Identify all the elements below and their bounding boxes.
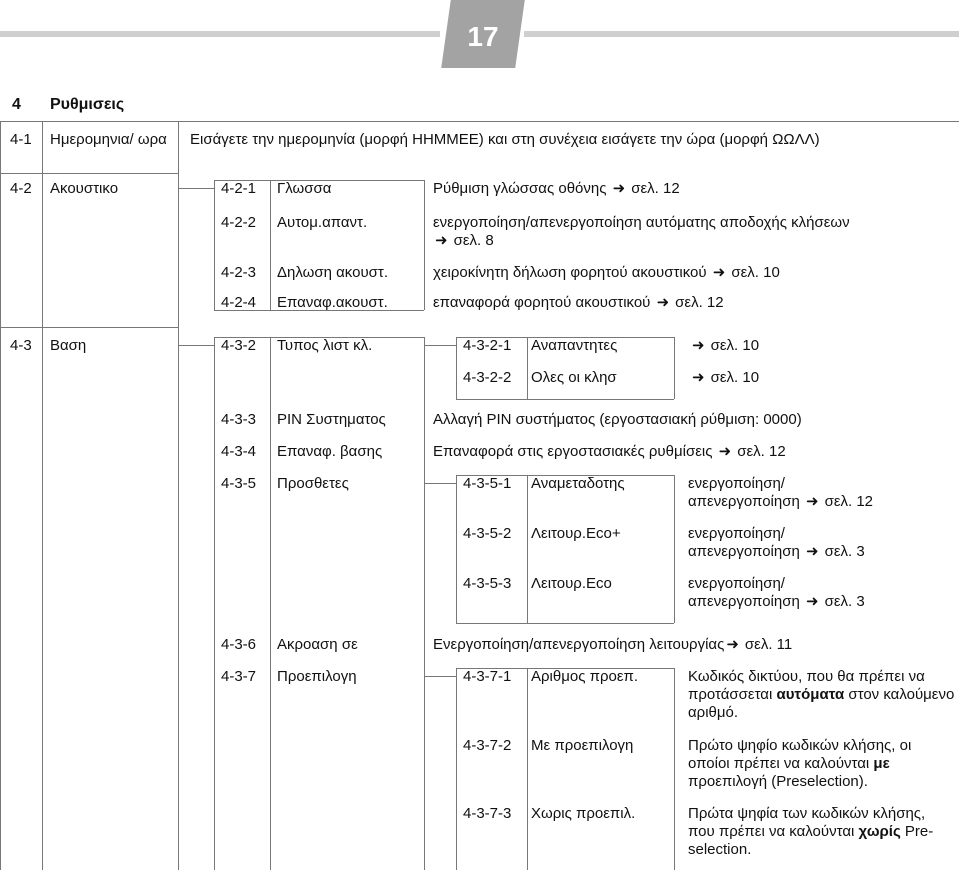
page-number: 17 [467, 21, 499, 52]
menu-code-4-3-7-2: 4-3-7-2 [463, 737, 512, 754]
menu-label-missed: Αναπαντητες [531, 337, 618, 354]
page-ref: σελ. 8 [453, 232, 494, 249]
menu-label-register-handset: Δηλωση ακουστ. [277, 264, 388, 281]
sub-col-divider [270, 337, 271, 870]
header-bar-right [524, 31, 959, 37]
page-ref: σελ. 12 [631, 180, 680, 197]
menu-code-4-2-1: 4-2-1 [221, 180, 257, 197]
table-col-divider [42, 121, 43, 870]
table-top-border [0, 121, 959, 122]
page-ref: σελ. 10 [710, 369, 760, 386]
menu-desc-eco: ενεργοποίηση/ [688, 575, 785, 592]
menu-code-4-3-3: 4-3-3 [221, 411, 257, 428]
sub-col-divider [270, 180, 271, 310]
menu-code-4-3: 4-3 [10, 337, 32, 354]
page-ref: σελ. 3 [824, 543, 865, 560]
table-col-divider-2 [178, 121, 179, 870]
menu-label-eco-plus: Λειτουρ.Eco+ [531, 525, 621, 542]
sub2-row-divider [456, 399, 674, 400]
sub2-row-divider [456, 623, 674, 624]
arrow-right-icon: ➜ [692, 369, 705, 386]
menu-ref-missed [690, 337, 759, 355]
menu-desc-eco-plus-2: απενεργοποίηση ➜ σελ. 3 [688, 543, 865, 560]
menu-label-reset-handset: Επαναφ.ακουστ. [277, 294, 388, 311]
page-ref: σελ. 11 [744, 636, 793, 653]
sub-col-divider [424, 337, 425, 870]
page-ref: σελ. 12 [675, 294, 724, 311]
arrow-right-icon: ➜ [612, 180, 626, 197]
menu-code-4-3-5: 4-3-5 [221, 475, 257, 492]
menu-code-4-2-2: 4-2-2 [221, 214, 257, 231]
sub-col-divider [424, 180, 425, 310]
sub2-col-divider [456, 668, 457, 870]
menu-label-all-calls: Ολες οι κλησ [531, 369, 617, 386]
menu-label-language: Γλωσσα [277, 180, 332, 197]
menu-label-date-time: Ημερομηνια/ ωρα [50, 131, 167, 148]
connector-line [424, 345, 456, 346]
sub2-col-divider [456, 475, 457, 623]
menu-code-4-2-4: 4-2-4 [221, 294, 257, 311]
menu-code-4-3-5-1: 4-3-5-1 [463, 475, 512, 492]
sub2-col-divider [674, 668, 675, 870]
menu-desc-reset-base: Επαναφορά στις εργοστασιακές ρυθμίσεις ➜ σελ. 12 [433, 443, 786, 460]
arrow-right-icon: ➜ [718, 443, 732, 460]
menu-label-eco: Λειτουρ.Eco [531, 575, 612, 592]
menu-ref-auto-answer [433, 232, 494, 250]
sub2-col-divider [527, 668, 528, 870]
menu-code-4-1: 4-1 [10, 131, 32, 148]
sub2-col-divider [456, 337, 457, 399]
menu-desc-date-time: Εισάγετε την ημερομηνία (μορφή ΗΗΜΜΕΕ) και στη συνέχεια εισάγετε την ώρα (μορφή ΩΩΛΛ) [190, 131, 820, 148]
sub2-col-divider [527, 337, 528, 399]
sub-col-divider [214, 180, 215, 310]
arrow-right-icon: ➜ [805, 493, 819, 510]
section-title: Ρυθμισεις [50, 96, 125, 113]
menu-label-reset-base: Επαναφ. βασης [277, 443, 383, 460]
menu-code-4-3-7-3: 4-3-7-3 [463, 805, 512, 822]
menu-desc-auto-answer: ενεργοποίηση/απενεργοποίηση αυτόματης αποδοχής κλήσεων [433, 214, 850, 231]
arrow-right-icon: ➜ [726, 636, 739, 653]
section-number: 4 [12, 96, 21, 113]
menu-code-4-3-2-2: 4-3-2-2 [463, 369, 512, 386]
sub2-col-divider [527, 475, 528, 623]
menu-label-with-preselect: Με προεπιλογη [531, 737, 634, 754]
menu-desc-repeater-2: απενεργοποίηση ➜ σελ. 12 [688, 493, 874, 510]
menu-code-4-3-7: 4-3-7 [221, 668, 257, 685]
menu-code-4-2: 4-2 [10, 180, 32, 197]
menu-code-4-3-5-2: 4-3-5-2 [463, 525, 512, 542]
page-ref: σελ. 10 [731, 264, 780, 281]
arrow-right-icon: ➜ [805, 543, 819, 560]
menu-desc-eco-plus: ενεργοποίηση/ [688, 525, 785, 542]
sub2-col-divider [674, 475, 675, 623]
connector-line [424, 483, 456, 484]
menu-desc-eco-2: απενεργοποίηση ➜ σελ. 3 [688, 593, 865, 610]
arrow-right-icon: ➜ [692, 337, 705, 354]
menu-desc-language: Ρύθμιση γλώσσας οθόνης ➜ σελ. 12 [433, 180, 680, 197]
arrow-right-icon: ➜ [712, 264, 726, 281]
menu-desc-preselect-number: Κωδικός δικτύου, που θα πρέπει να προτάσσεται αυτόματα στον καλούμενο αριθμό. [688, 668, 955, 721]
connector-line [424, 676, 456, 677]
row-divider [0, 173, 178, 174]
menu-ref-all-calls [690, 369, 759, 387]
menu-code-4-3-6: 4-3-6 [221, 636, 257, 653]
page-ref: σελ. 10 [710, 337, 760, 354]
row-divider [0, 327, 178, 328]
menu-label-handset: Ακουστικο [50, 180, 119, 197]
menu-code-4-3-2: 4-3-2 [221, 337, 257, 354]
connector-line [178, 345, 214, 346]
menu-desc-without-preselect: Πρώτα ψηφία των κωδικών κλήσης, που πρέπει να καλούνται χωρίς Pre-selection. [688, 805, 934, 858]
arrow-right-icon: ➜ [656, 294, 670, 311]
menu-desc-repeater: ενεργοποίηση/ [688, 475, 785, 492]
menu-desc-reset-handset: επαναφορά φορητού ακουστικού ➜ σελ. 12 [433, 294, 724, 311]
menu-label-repeater: Αναμεταδοτης [531, 475, 625, 492]
arrow-right-icon: ➜ [805, 593, 819, 610]
page-ref: σελ. 12 [824, 493, 874, 510]
menu-desc-register-handset: χειροκίνητη δήλωση φορητού ακουστικού ➜ σελ. 10 [433, 264, 780, 281]
menu-label-call-list-type: Τυπος λιστ κλ. [277, 337, 373, 354]
page-ref: σελ. 3 [824, 593, 865, 610]
menu-code-4-3-5-3: 4-3-5-3 [463, 575, 512, 592]
menu-desc-monitor: Ενεργοποίηση/απενεργοποίηση λειτουργίας ➜ σελ. 11 [433, 636, 793, 653]
page-ref: σελ. 12 [737, 443, 786, 460]
sub-col-divider [214, 337, 215, 870]
table-left-border [0, 121, 1, 870]
menu-label-base: Βαση [50, 337, 87, 354]
menu-code-4-3-2-1: 4-3-2-1 [463, 337, 512, 354]
menu-label-auto-answer: Αυτομ.απαντ. [277, 214, 368, 231]
menu-label-without-preselect: Χωρις προεπιλ. [531, 805, 636, 822]
menu-desc-with-preselect: Πρώτο ψηφίο κωδικών κλήσης, οι οποίοι πρέπει να καλούνται με προεπιλογή (Preselection). [688, 737, 912, 790]
menu-code-4-2-3: 4-2-3 [221, 264, 257, 281]
menu-desc-system-pin: Αλλαγή PIN συστήματος (εργοστασιακή ρύθμιση: 0000) [433, 411, 802, 428]
menu-label-preselect-number: Αριθμος προεπ. [531, 668, 639, 685]
header-bar-left [0, 31, 440, 37]
menu-label-preselection: Προεπιλογη [277, 668, 357, 685]
menu-code-4-3-4: 4-3-4 [221, 443, 257, 460]
menu-label-system-pin: PIN Συστηματος [277, 411, 386, 428]
arrow-right-icon: ➜ [435, 232, 448, 249]
menu-code-4-3-7-1: 4-3-7-1 [463, 668, 512, 685]
connector-line [178, 188, 214, 189]
menu-label-additional: Προσθετες [277, 475, 349, 492]
sub2-col-divider [674, 337, 675, 399]
menu-label-monitor: Ακροαση σε [277, 636, 358, 653]
